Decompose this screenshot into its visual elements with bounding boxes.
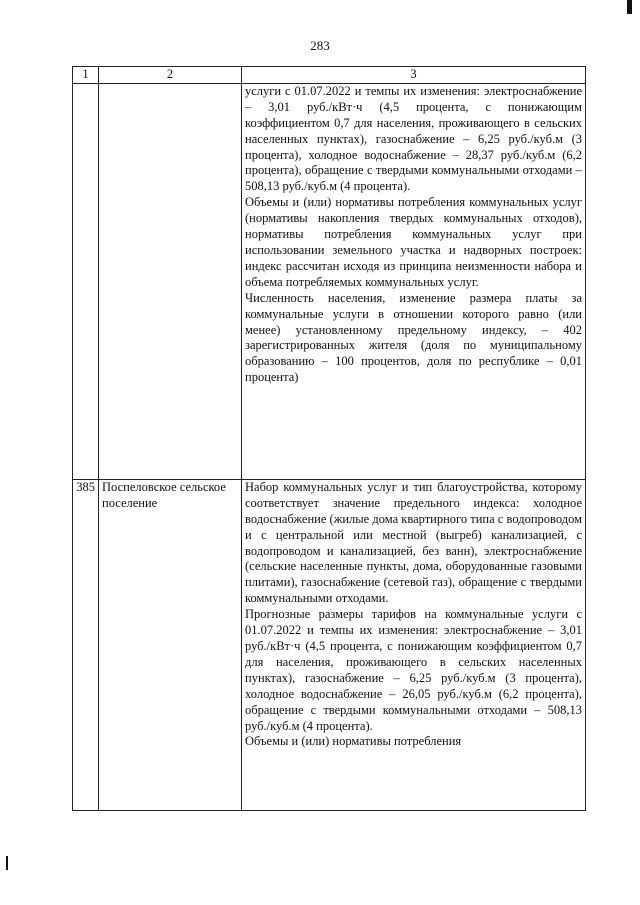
table-header-row bbox=[73, 67, 586, 84]
settlement-name bbox=[99, 83, 242, 479]
table-row bbox=[73, 83, 586, 479]
paragraph-population: Численность населения, изменение размера платы за коммунальные услуги в отношении которого равно (или менее) установленному предельному индексу, – 402 зарегистрированных жителя (доля по муниципальному образованию – 100 процентов, доля по республике – 0,01 процента) bbox=[245, 290, 582, 385]
paragraph-tariffs: услуги с 01.07.2022 и темпы их изменения: электроснабжение – 3,01 руб./кВт·ч (4,5 процента, с понижающим коэффициентом 0,7 для населения, проживающего в сельских населенных пунктах), газоснабжение – 6,25 руб./куб.м (3 процента), холодное водоснабжение – 28,37 руб./куб.м (6,2 процента), обращение с твердыми коммунальными отходами – 508,13 руб./куб.м (4 процента). bbox=[245, 83, 582, 194]
paragraph-tariffs: Прогнозные размеры тарифов на коммунальные услуги с 01.07.2022 и темпы их изменения: электроснабжение – 3,01 руб./кВт·ч (4,5 процента, с понижающим коэффициентом 0,7 для населения, проживающего в сельских населенных пунктах), газоснабжение – 6,25 руб./куб.м (3 процента), холодное водоснабжение – 26,05 руб./куб.м (6,2 процента), обращение с твердыми коммунальными отходами – 508,13 руб./куб.м (4 процента). bbox=[245, 607, 582, 733]
paragraph-volumes: Объемы и (или) нормативы потребления bbox=[245, 734, 462, 749]
header-col-3: 3 bbox=[242, 67, 586, 84]
row-number bbox=[73, 83, 99, 479]
row-number: 385 bbox=[73, 479, 99, 810]
description-cell bbox=[242, 479, 586, 810]
settlement-name: Поспеловское сельское поселение bbox=[99, 479, 242, 810]
header-col-1: 1 bbox=[73, 67, 99, 84]
table-row bbox=[73, 479, 586, 810]
header-col-2: 2 bbox=[99, 67, 242, 84]
corner-scan-mark bbox=[627, 0, 632, 14]
page-number: 283 bbox=[310, 38, 330, 53]
margin-scan-mark bbox=[6, 856, 8, 870]
paragraph-volumes: Объемы и (или) нормативы потребления коммунальных услуг (нормативы накопления твердых коммунальных отходов), нормативы потребления коммунальных услуг при использовании земельного участка и надворных построек: индекс рассчитан исходя из принципа неизменности набора и объема потребляемых коммунальных услуг. bbox=[245, 195, 582, 289]
description-cell bbox=[242, 83, 586, 479]
document-table bbox=[72, 66, 586, 811]
paragraph-services-set: Набор коммунальных услуг и тип благоустройства, которому соответствует значение предельного индекса: холодное водоснабжение (жилые дома квартирного типа с водопроводом и с центральной или местной (выгреб) канализацией, с водопроводом и канализацией, без ванн), электроснабжение (сельские населенные пункты, дома, оборудованные газовыми плитами), газоснабжение (сетевой газ), обращение с твердыми коммунальными отходами. bbox=[245, 479, 582, 606]
